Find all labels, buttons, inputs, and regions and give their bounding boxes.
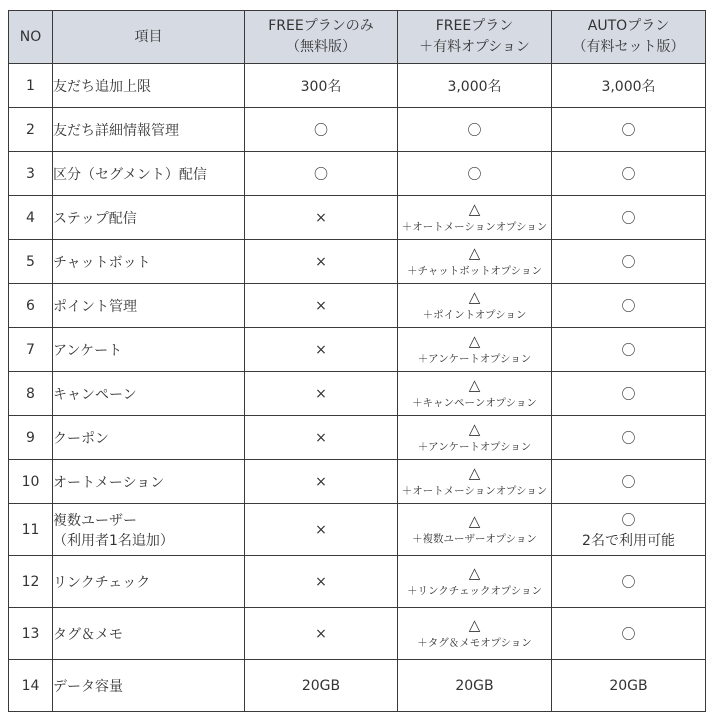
row-no: 5 (9, 240, 53, 284)
auto-plan-value: 〇 (552, 372, 706, 416)
table-body (9, 64, 706, 712)
option-plan-mark: △ (468, 564, 481, 582)
free-plan-value: × (245, 608, 398, 660)
free-plan-value: × (245, 416, 398, 460)
row-item: リンクチェック (53, 556, 245, 608)
header-plan-auto-note: （有料セット版） (572, 39, 685, 55)
header-plan-free-name: FREEプランのみ (268, 18, 374, 34)
auto-plan-value: 〇 (552, 108, 706, 152)
row-item: キャンペーン (53, 372, 245, 416)
auto-plan-value: 〇 (552, 152, 706, 196)
table-row (9, 460, 706, 504)
table-row (9, 372, 706, 416)
row-no: 9 (9, 416, 53, 460)
auto-plan-value: 〇 (552, 196, 706, 240)
free-plan-value: × (245, 196, 398, 240)
auto-plan-value: 〇 (552, 328, 706, 372)
header-row (9, 11, 706, 64)
free-plan-value: 20GB (245, 660, 398, 712)
row-item: ポイント管理 (53, 284, 245, 328)
option-plan-cell (398, 504, 552, 556)
option-plan-value: 3,000名 (398, 64, 552, 108)
auto-plan-value: 〇 (552, 240, 706, 284)
table-row (9, 284, 706, 328)
row-no: 7 (9, 328, 53, 372)
row-no: 4 (9, 196, 53, 240)
row-item-note: （利用者1名追加） (53, 532, 174, 549)
row-no: 10 (9, 460, 53, 504)
free-plan-value: × (245, 556, 398, 608)
option-plan-mark: △ (468, 288, 481, 306)
row-item: タグ＆メモ (53, 608, 245, 660)
option-plan-note: ＋キャンペーンオプション (412, 397, 537, 409)
auto-plan-value: 〇 (552, 416, 706, 460)
header-plan-free (245, 11, 398, 64)
auto-plan-value: 〇 (552, 460, 706, 504)
auto-plan-value: 〇 (552, 608, 706, 660)
option-plan-value: 〇 (398, 108, 552, 152)
auto-plan-value: 〇 (552, 556, 706, 608)
option-plan-note: ＋ポイントオプション (422, 309, 527, 321)
header-no: NO (9, 11, 53, 64)
plan-comparison-table (8, 10, 706, 712)
option-plan-note: ＋アンケートオプション (417, 441, 532, 453)
free-plan-value: × (245, 284, 398, 328)
option-plan-mark: △ (468, 376, 481, 394)
auto-plan-value: 3,000名 (552, 64, 706, 108)
option-plan-note: ＋オートメーションオプション (401, 221, 548, 233)
auto-plan-note: 2名で利用可能 (582, 532, 675, 549)
option-plan-cell (398, 328, 552, 372)
option-plan-note: ＋タグ＆メモオプション (417, 637, 532, 649)
row-item: データ容量 (53, 660, 245, 712)
option-plan-cell (398, 196, 552, 240)
table-row (9, 328, 706, 372)
row-item: ステップ配信 (53, 196, 245, 240)
auto-plan-cell (552, 504, 706, 556)
header-plan-free-option-note: ＋有料オプション (419, 39, 530, 55)
option-plan-cell (398, 556, 552, 608)
table-row (9, 660, 706, 712)
option-plan-note: ＋複数ユーザーオプション (412, 533, 537, 545)
option-plan-mark: △ (468, 200, 481, 218)
row-item: チャットボット (53, 240, 245, 284)
row-no: 14 (9, 660, 53, 712)
option-plan-value: 〇 (398, 152, 552, 196)
row-no: 11 (9, 504, 53, 556)
row-item: アンケート (53, 328, 245, 372)
header-plan-free-note: （無料版） (286, 39, 356, 55)
row-item: 友だち詳細情報管理 (53, 108, 245, 152)
option-plan-mark: △ (468, 616, 481, 634)
header-plan-free-option-name: FREEプラン (435, 18, 514, 34)
auto-plan-value: 〇 (552, 284, 706, 328)
free-plan-value: × (245, 240, 398, 284)
option-plan-value: 20GB (398, 660, 552, 712)
row-item: 区分（セグメント）配信 (53, 152, 245, 196)
option-plan-note: ＋チャットボットオプション (407, 265, 542, 277)
free-plan-value: × (245, 328, 398, 372)
free-plan-value: 300名 (245, 64, 398, 108)
option-plan-cell (398, 372, 552, 416)
option-plan-cell (398, 608, 552, 660)
free-plan-value: × (245, 372, 398, 416)
header-item: 項目 (53, 11, 245, 64)
row-no: 8 (9, 372, 53, 416)
option-plan-mark: △ (468, 244, 481, 262)
table-header (9, 11, 706, 64)
option-plan-note: ＋アンケートオプション (417, 353, 532, 365)
auto-plan-value: 〇 (621, 512, 636, 529)
auto-plan-value: 20GB (552, 660, 706, 712)
row-item-cell (53, 504, 245, 556)
option-plan-mark: △ (468, 512, 481, 530)
option-plan-mark: △ (468, 332, 481, 350)
table-row (9, 240, 706, 284)
table-row (9, 416, 706, 460)
free-plan-value: 〇 (245, 108, 398, 152)
table-row (9, 152, 706, 196)
option-plan-note: ＋リンクチェックオプション (406, 585, 543, 597)
row-no: 2 (9, 108, 53, 152)
option-plan-mark: △ (468, 464, 481, 482)
free-plan-value: 〇 (245, 152, 398, 196)
free-plan-value: × (245, 504, 398, 556)
option-plan-cell (398, 284, 552, 328)
row-item: 複数ユーザー (53, 512, 137, 529)
option-plan-cell (398, 240, 552, 284)
option-plan-note: ＋オートメーションオプション (401, 485, 548, 497)
table-row (9, 504, 706, 556)
row-no: 6 (9, 284, 53, 328)
table-row (9, 196, 706, 240)
table-row (9, 64, 706, 108)
header-plan-auto-name: AUTOプラン (587, 18, 670, 34)
free-plan-value: × (245, 460, 398, 504)
table-row (9, 556, 706, 608)
row-item: クーポン (53, 416, 245, 460)
header-plan-free-option (398, 11, 552, 64)
table-row (9, 108, 706, 152)
table-row (9, 608, 706, 660)
option-plan-mark: △ (468, 420, 481, 438)
row-no: 12 (9, 556, 53, 608)
row-item: オートメーション (53, 460, 245, 504)
option-plan-cell (398, 416, 552, 460)
option-plan-cell (398, 460, 552, 504)
row-no: 3 (9, 152, 53, 196)
row-no: 1 (9, 64, 53, 108)
row-no: 13 (9, 608, 53, 660)
header-plan-auto (552, 11, 706, 64)
row-item: 友だち追加上限 (53, 64, 245, 108)
